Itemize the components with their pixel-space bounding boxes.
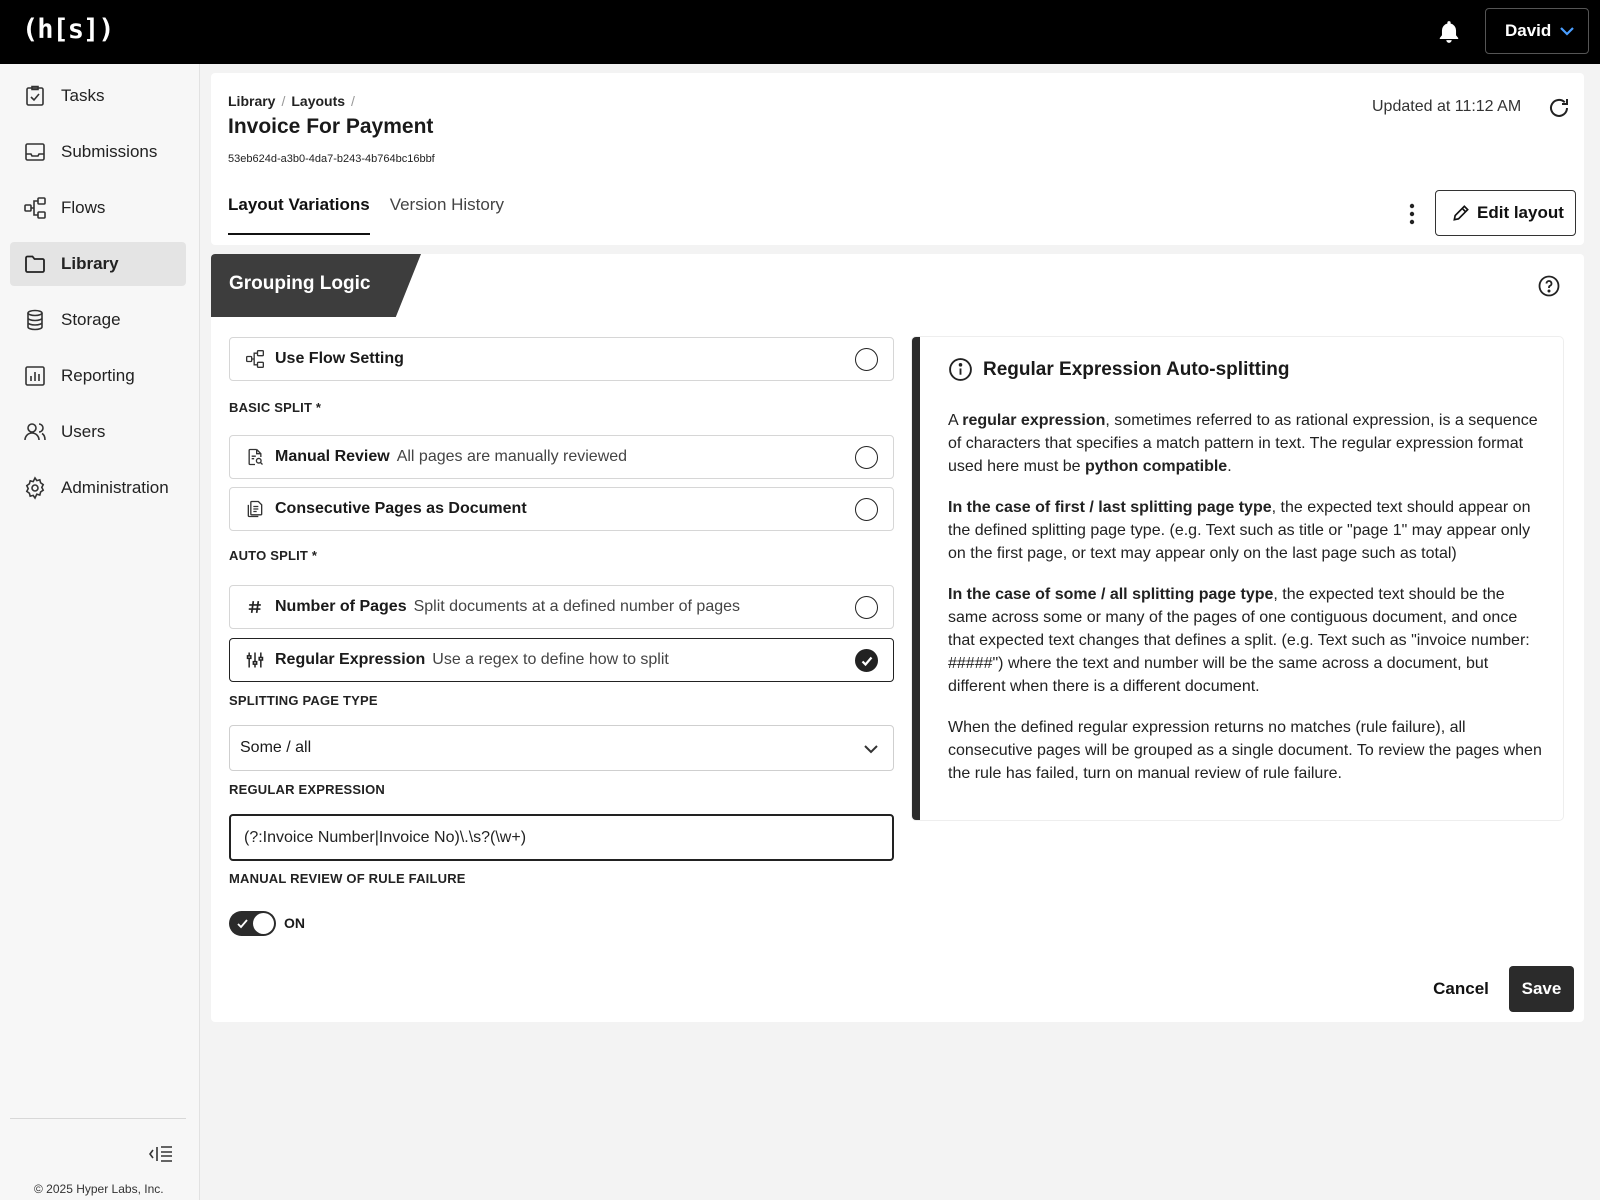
flows-icon bbox=[245, 349, 265, 369]
breadcrumb-layouts[interactable]: Layouts bbox=[291, 93, 346, 109]
breadcrumb bbox=[228, 93, 355, 109]
sidebar-item-submissions[interactable] bbox=[10, 130, 186, 174]
basic-split-label: BASIC SPLIT * bbox=[229, 400, 322, 415]
grouping-logic-panel bbox=[211, 254, 1584, 1022]
radio-button-checked[interactable] bbox=[855, 649, 878, 672]
page-title: Invoice For Payment bbox=[228, 115, 434, 138]
sidebar-item-label: Tasks bbox=[61, 86, 105, 105]
updated-timestamp: Updated at 11:12 AM bbox=[1372, 98, 1522, 115]
text-bold: In the case of first / last splitting page type bbox=[948, 499, 1272, 516]
option-label: Number of Pages bbox=[275, 598, 407, 615]
sidebar-item-library[interactable] bbox=[10, 242, 186, 286]
info-paragraph bbox=[948, 496, 1543, 565]
option-label: Regular Expression bbox=[275, 651, 426, 668]
option-use-flow-setting[interactable] bbox=[229, 337, 894, 381]
text-bold: In the case of some / all splitting page type bbox=[948, 586, 1274, 603]
info-header bbox=[948, 357, 1290, 382]
chevron-down-icon bbox=[863, 741, 879, 757]
layout-id: 53eb624d-a3b0-4da7-b243-4b764bc16bbf bbox=[228, 153, 435, 165]
sidebar-divider bbox=[10, 1118, 186, 1119]
text: . bbox=[1227, 458, 1232, 475]
user-menu-button[interactable] bbox=[1485, 8, 1589, 54]
auto-split-label: AUTO SPLIT * bbox=[229, 548, 318, 563]
option-manual-review[interactable] bbox=[229, 435, 894, 479]
users-icon bbox=[23, 420, 47, 444]
chevron-down-icon bbox=[1559, 23, 1575, 39]
option-number-of-pages[interactable] bbox=[229, 585, 894, 629]
splitting-page-type-label: SPLITTING PAGE TYPE bbox=[229, 693, 378, 708]
folder-icon bbox=[23, 252, 47, 276]
tab-bar bbox=[228, 195, 504, 235]
toggle-knob bbox=[253, 913, 274, 934]
help-icon[interactable] bbox=[1537, 274, 1561, 298]
sidebar-item-users[interactable] bbox=[10, 410, 186, 454]
layout-header bbox=[211, 73, 1584, 245]
breadcrumb-separator: / bbox=[281, 93, 286, 109]
database-icon bbox=[23, 308, 47, 332]
chart-icon bbox=[23, 364, 47, 388]
option-label: Consecutive Pages as Document bbox=[275, 500, 527, 517]
sidebar-item-label: Submissions bbox=[61, 142, 158, 161]
cancel-button[interactable]: Cancel bbox=[1424, 966, 1498, 1012]
select-value: Some / all bbox=[240, 739, 312, 756]
content-background bbox=[200, 1031, 1600, 1200]
text: , the expected text should be the same across some or many of the pages of one contiguous document, and once that expected text changes that defines a split. (e.g. Text such as "invoice number: #####") where the text and number will be the same across a document, but different when there is a different document. bbox=[948, 586, 1530, 695]
collapse-sidebar-icon[interactable] bbox=[148, 1143, 174, 1165]
save-button[interactable]: Save bbox=[1509, 966, 1574, 1012]
radio-button[interactable] bbox=[855, 446, 878, 469]
sidebar-item-flows[interactable] bbox=[10, 186, 186, 230]
option-description: Split documents at a defined number of pages bbox=[413, 598, 741, 615]
section-title: Grouping Logic bbox=[229, 273, 371, 294]
flows-icon bbox=[23, 196, 47, 220]
edit-layout-button[interactable] bbox=[1435, 190, 1576, 236]
inbox-icon bbox=[23, 140, 47, 164]
sliders-icon bbox=[245, 650, 265, 670]
pencil-icon bbox=[1451, 203, 1471, 223]
splitting-page-type-select[interactable] bbox=[229, 725, 894, 771]
tasks-icon bbox=[23, 84, 47, 108]
info-paragraph: When the defined regular expression returns no matches (rule failure), all consecutive pages will be grouped as a single document. To review the pages when the rule has failed, turn on manual review of rule failure. bbox=[948, 719, 1542, 782]
regular-expression-input[interactable] bbox=[229, 814, 894, 861]
info-paragraph bbox=[948, 583, 1543, 698]
sidebar-item-reporting[interactable] bbox=[10, 354, 186, 398]
refresh-icon[interactable] bbox=[1547, 96, 1571, 120]
sidebar-item-label: Reporting bbox=[61, 366, 135, 385]
text-bold: regular expression bbox=[962, 412, 1106, 429]
sidebar-item-label: Users bbox=[61, 422, 106, 441]
radio-button[interactable] bbox=[855, 498, 878, 521]
info-body bbox=[948, 409, 1543, 803]
sidebar bbox=[0, 64, 200, 1200]
manual-review-toggle[interactable] bbox=[229, 911, 276, 936]
sidebar-item-label: Library bbox=[61, 254, 119, 273]
tab-layout-variations[interactable]: Layout Variations bbox=[228, 195, 370, 235]
manual-review-failure-label: MANUAL REVIEW OF RULE FAILURE bbox=[229, 871, 466, 886]
option-label: Use Flow Setting bbox=[275, 350, 404, 367]
option-description: All pages are manually reviewed bbox=[396, 448, 628, 465]
sidebar-item-tasks[interactable] bbox=[10, 74, 186, 118]
breadcrumb-separator: / bbox=[351, 93, 355, 109]
option-consecutive-pages[interactable] bbox=[229, 487, 894, 531]
info-panel bbox=[912, 337, 1563, 820]
user-name: David bbox=[1505, 21, 1552, 40]
option-label: Manual Review bbox=[275, 448, 390, 465]
document-search-icon bbox=[245, 447, 265, 467]
hash-icon bbox=[245, 597, 265, 617]
text-bold: python compatible bbox=[1084, 458, 1228, 475]
more-options-icon[interactable] bbox=[1397, 199, 1427, 229]
breadcrumb-library[interactable]: Library bbox=[228, 93, 276, 109]
bell-icon[interactable] bbox=[1436, 18, 1462, 46]
top-bar bbox=[0, 0, 1600, 64]
option-description: Use a regex to define how to split bbox=[432, 651, 669, 668]
edit-layout-label: Edit layout bbox=[1477, 203, 1564, 222]
toggle-state-label: ON bbox=[284, 915, 305, 931]
option-regular-expression[interactable] bbox=[229, 638, 894, 682]
text: A bbox=[948, 412, 963, 429]
sidebar-item-label: Administration bbox=[61, 478, 169, 497]
info-icon bbox=[948, 357, 973, 382]
copyright: © 2025 Hyper Labs, Inc. bbox=[34, 1182, 164, 1196]
sidebar-item-administration[interactable] bbox=[10, 466, 186, 510]
sidebar-item-label: Flows bbox=[61, 198, 106, 217]
checkmark-icon bbox=[236, 917, 249, 930]
sidebar-item-label: Storage bbox=[61, 310, 121, 329]
documents-icon bbox=[245, 499, 265, 519]
radio-button[interactable] bbox=[855, 348, 878, 371]
sidebar-item-storage[interactable] bbox=[10, 298, 186, 342]
checkmark-icon bbox=[860, 654, 874, 668]
app-logo[interactable]: (h[s]) bbox=[22, 14, 114, 45]
info-title: Regular Expression Auto-splitting bbox=[983, 358, 1290, 380]
text: , sometimes referred to as rational expression, is a sequence of characters that specifies a match pattern in text. The regular expression format used here must be bbox=[948, 412, 1538, 475]
text: , the expected text should appear on the defined splitting page type. (e.g. Text such as title or "page 1" may appear only on the first page, or text may appear only on the last page such as total) bbox=[948, 499, 1531, 562]
gear-icon bbox=[23, 476, 47, 500]
info-paragraph bbox=[948, 409, 1543, 478]
regular-expression-label: REGULAR EXPRESSION bbox=[229, 782, 386, 797]
tab-version-history[interactable]: Version History bbox=[389, 195, 505, 214]
radio-button[interactable] bbox=[855, 596, 878, 619]
